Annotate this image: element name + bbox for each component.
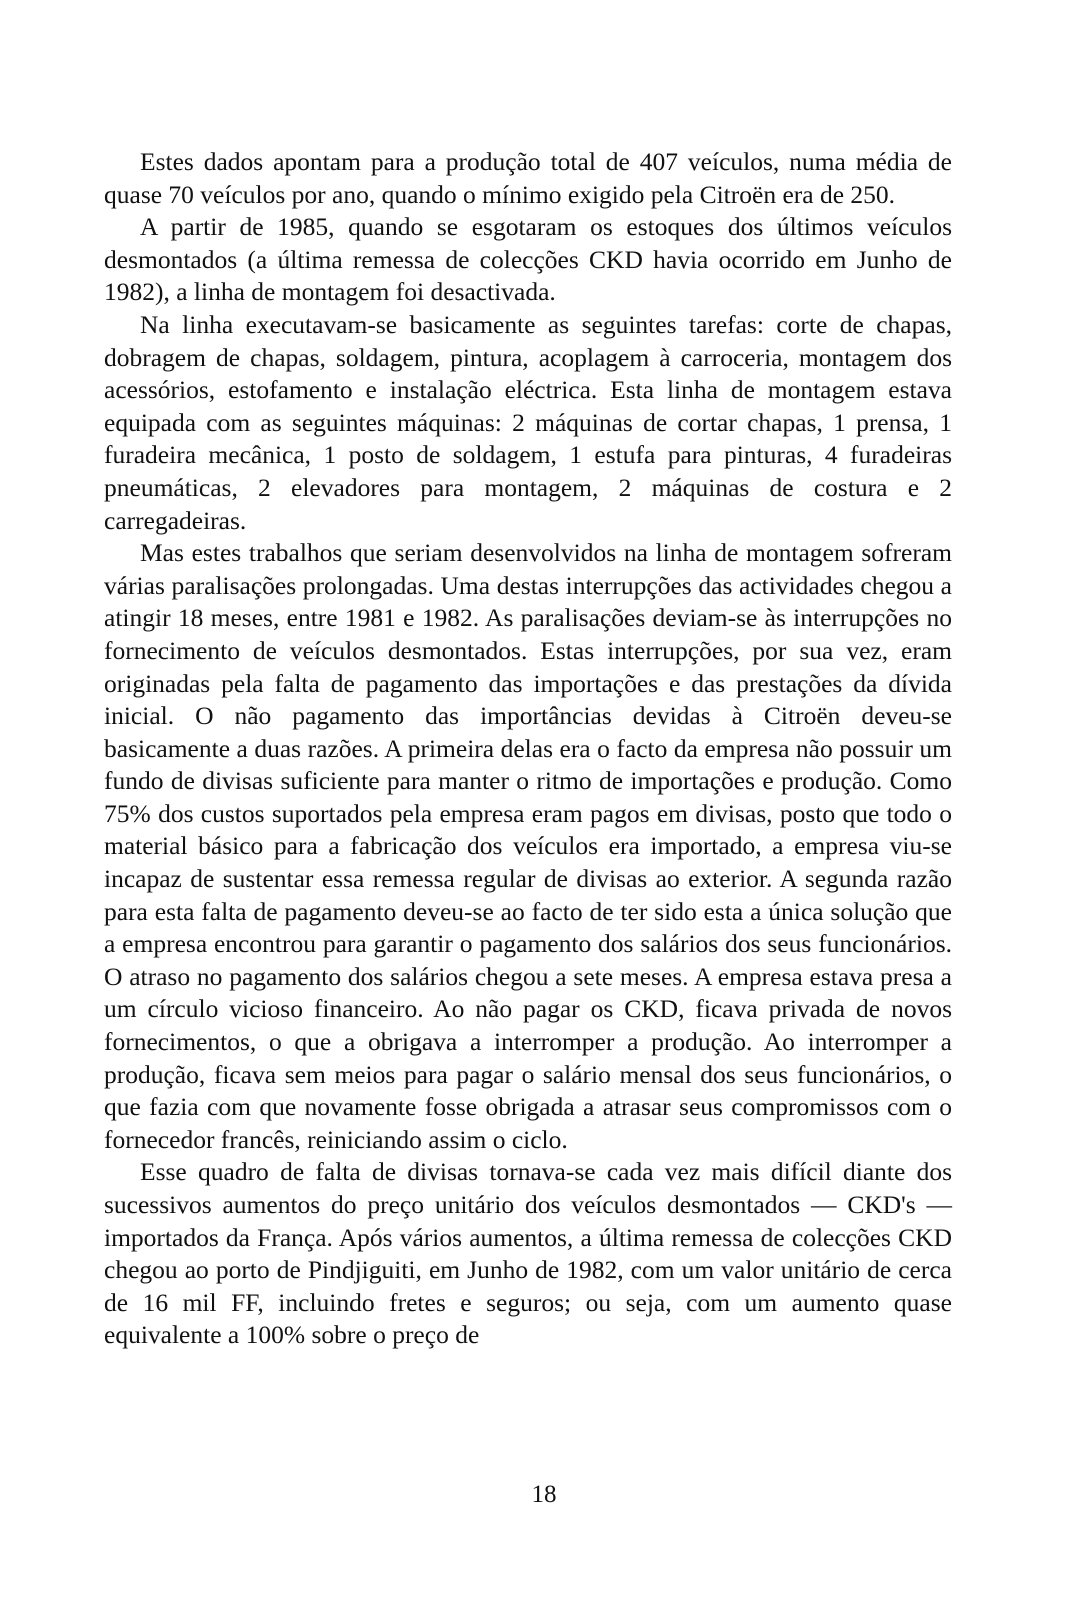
page-number: 18: [531, 1481, 557, 1508]
paragraph-2: A partir de 1985, quando se esgotaram os estoques dos últimos veículos desmontados (a última remessa de colecções CKD havia ocorrido em Junho de 1982), a linha de montagem foi desactivada.: [104, 212, 952, 307]
paragraph-4: Mas estes trabalhos que seriam desenvolvidos na linha de montagem sofreram várias paralisações prolongadas. Uma destas interrupções das actividades chegou a atingir 18 meses, entre 1981 e 1982. As paralisações deviam-se às interrupções no fornecimento de veículos desmontados. Estas interrupções, por sua vez, eram originadas pela falta de pagamento das importações e das prestações da dívida inicial. O não pagamento das importâncias devidas à Citroën deveu-se basicamente a duas razões. A primeira delas era o facto da empresa não possuir um fundo de divisas suficiente para manter o ritmo de importações e produção. Como 75% dos custos suportados pela empresa eram pagos em divisas, posto que todo o material básico para a fabricação dos veículos era importado, a empresa viu-se incapaz de sustentar essa remessa regular de divisas ao exterior. A segunda razão para esta falta de pagamento deveu-se ao facto de ter sido esta a única solução que a empresa encontrou para garantir o pagamento dos salários dos seus funcionários. O atraso no pagamento dos salários chegou a sete meses. A empresa estava presa a um círculo vicioso financeiro. Ao não pagar os CKD, ficava privada de novos fornecimentos, o que a obrigava a interromper a produção. Ao interromper a produção, ficava sem meios para pagar o salário mensal dos seus funcionários, o que fazia com que novamente fosse obrigada a atrasar seus compromissos com o fornecedor francês, reiniciando assim o ciclo.: [104, 538, 952, 1154]
paragraph-5: Esse quadro de falta de divisas tornava-se cada vez mais difícil diante dos sucessivos aumentos do preço unitário dos veículos desmontados — CKD's — importados da França. Após vários aumentos, a última remessa de colecções CKD chegou ao porto de Pindjiguiti, em Junho de 1982, com um valor unitário de cerca de 16 mil FF, incluindo fretes e seguros; ou seja, com um aumento quase equivalente a 100% sobre o preço de: [104, 1157, 952, 1350]
body-text: [104, 146, 952, 1352]
paragraph-1: Estes dados apontam para a produção total de 407 veículos, numa média de quase 70 veículos por ano, quando o mínimo exigido pela Citroën era de 250.: [104, 147, 952, 209]
paragraph-3: Na linha executavam-se basicamente as seguintes tarefas: corte de chapas, dobragem de chapas, soldagem, pintura, acoplagem à carroceria, montagem dos acessórios, estofamento e instalação eléctrica. Esta linha de montagem estava equipada com as seguintes máquinas: 2 máquinas de cortar chapas, 1 prensa, 1 furadeira mecânica, 1 posto de soldagem, 1 estufa para pinturas, 4 furadeiras pneumáticas, 2 elevadores para montagem, 2 máquinas de costura e 2 carregadeiras.: [104, 309, 952, 535]
